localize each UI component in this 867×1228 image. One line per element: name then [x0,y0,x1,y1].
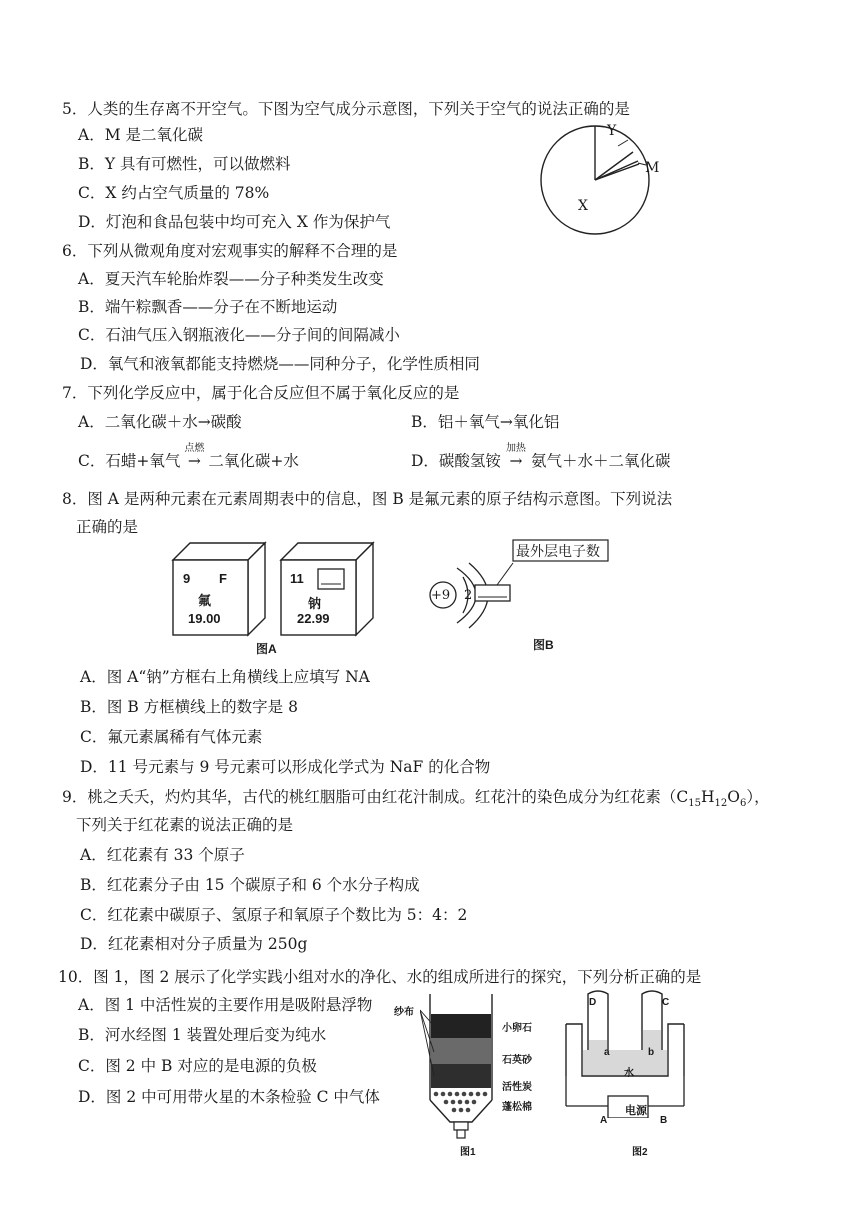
q7-c-reactants: C．石蜡+氧气 [78,452,181,470]
sand-layer [431,1038,491,1064]
formula-o: O [727,788,740,806]
f-mass: 19.00 [188,611,221,626]
q8-option-c: C．氟元素属稀有气体元素 [80,728,263,746]
fig2-label-b-small: b [648,1047,655,1058]
q8-stem-line1: 8．图 A 是两种元素在元素周期表中的信息，图 B 是氟元素的原子结构示意图。下列说法 [62,490,673,508]
q7-d-condition: 加热 [505,443,526,454]
q5-option-b: B．Y 具有可燃性，可以做燃料 [78,155,291,173]
q8-option-a: A．图 A“钠”方框右上角横线上应填写 NA [80,668,370,686]
fig2-label-a-small: a [604,1047,610,1058]
q7-c-condition: 点燃 [184,443,205,454]
q6-stem: 6．下列从微观角度对宏观事实的解释不合理的是 [62,242,398,260]
outer-electron-label: 最外层电子数 [516,543,600,559]
q10-stem: 10．图 1，图 2 展示了化学实践小组对水的净化、水的组成所进行的探究，下列分析正确的是 [58,968,702,986]
fig-a-caption: 图A [256,642,277,656]
q7-option-b: B．铝＋氧气→氧化铝 [411,413,560,431]
q10-option-c: C．图 2 中 B 对应的是电源的负极 [78,1057,317,1075]
q7-c-arrow: 点燃 → [180,451,208,471]
q5-option-d: D．灯泡和食品包装中均可充入 X 作为保护气 [78,213,391,231]
air-composition-pie [538,118,668,240]
q7-option-a: A．二氧化碳＋水→碳酸 [78,413,242,431]
figure-2-electrolysis [560,988,700,1118]
fig1-pebble-label: 小卵石 [502,1023,532,1034]
q8-option-d: D．11 号元素与 9 号元素可以形成化学式为 NaF 的化合物 [80,758,491,776]
q6-option-d: D．氧气和液氧都能支持燃烧——同种分子，化学性质相同 [80,355,480,373]
formula-h: H [700,788,715,806]
q8-stem-line2: 正确的是 [76,518,139,536]
outer-electron-box [475,585,510,601]
fig1-cotton-label: 蓬松棉 [502,1102,532,1113]
fig2-label-b: B [660,1115,668,1126]
q7-c-products: 二氧化碳+水 [208,452,299,470]
q8-option-b: B．图 B 方框横线上的数字是 8 [80,698,298,716]
figure-1-water-filter [420,990,530,1145]
f-symbol: F [219,571,227,586]
pie-label-m: M [645,160,660,176]
formula-c-count: 15 [688,798,701,810]
na-name: 钠 [308,596,322,611]
q10-option-d: D．图 2 中可用带火星的木条检验 C 中气体 [78,1088,380,1106]
na-atomic-number: 11 [290,571,304,586]
q10-option-b: B．河水经图 1 装置处理后变为纯水 [78,1026,327,1044]
q7-d-reactants: D．碳酸氢铵 [411,452,501,470]
q9-stem-line2: 下列关于红花素的说法正确的是 [76,816,294,834]
fig2-water-label: 水 [624,1068,634,1079]
q5-stem: 5．人类的生存离不开空气。下图为空气成分示意图，下列关于空气的说法正确的是 [62,100,630,118]
fig2-power-label: 电源 [625,1105,647,1117]
fig1-sand-label: 石英砂 [502,1055,532,1066]
q6-option-a: A．夏天汽车轮胎炸裂——分子种类发生改变 [78,270,384,288]
q5-option-a: A．M 是二氧化碳 [78,126,203,144]
sodium-symbol-blank [318,569,344,589]
q9-option-d: D．红花素相对分子质量为 250g [80,935,308,953]
q7-stem: 7．下列化学反应中，属于化合反应但不属于氧化反应的是 [62,384,460,402]
formula-end: ）， [746,788,770,806]
q6-option-b: B．端午粽飘香——分子在不断地运动 [78,298,338,316]
q5-option-c: C．X 约占空气质量的 78% [78,184,270,202]
q9-option-a: A．红花素有 33 个原子 [80,846,245,864]
pie-label-x: X [578,198,588,214]
fig2-caption: 图2 [632,1147,648,1158]
formula-o-count: 6 [739,798,747,810]
fig1-carbon-label: 活性炭 [502,1082,532,1093]
f-atomic-number: 9 [183,571,191,586]
fig2-label-d: D [589,997,597,1008]
q7-d-arrow: 加热 → [501,451,531,471]
fig-b-caption: 图B [533,638,554,652]
q9-stem-line1 [62,787,770,814]
fig1-caption: 图1 [460,1147,476,1158]
q7-d-products: 氨气＋水＋二氧化碳 [530,452,671,470]
f-name: 氟 [198,593,212,608]
q9-stem-text: 9．桃之夭夭，灼灼其华，古代的桃红胭脂可由红花汁制成。红花汁的染色成分为红花素（C [62,788,689,806]
formula-h-count: 12 [714,798,728,810]
q7-option-c [78,443,299,471]
q10-option-a: A．图 1 中活性炭的主要作用是吸附悬浮物 [78,996,373,1014]
q6-option-c: C．石油气压入钢瓶液化——分子间的间隔减小 [78,326,400,344]
na-mass: 22.99 [297,611,330,626]
q9-option-c: C．红花素中碳原子、氢原子和氧原子个数比为 5：4：2 [80,906,468,924]
pie-label-y: Y [607,123,617,139]
q7-option-d [411,443,671,471]
q9-option-b: B．红花素分子由 15 个碳原子和 6 个水分子构成 [80,876,420,894]
fig2-label-c: C [662,997,670,1008]
first-shell-electrons: 2 [464,588,473,603]
nucleus-charge: +9 [431,588,451,603]
fig2-label-a: A [600,1115,608,1126]
carbon-layer [431,1064,491,1088]
pebble-layer [431,1014,491,1038]
fig1-gauze-label: 纱布 [394,1007,414,1018]
